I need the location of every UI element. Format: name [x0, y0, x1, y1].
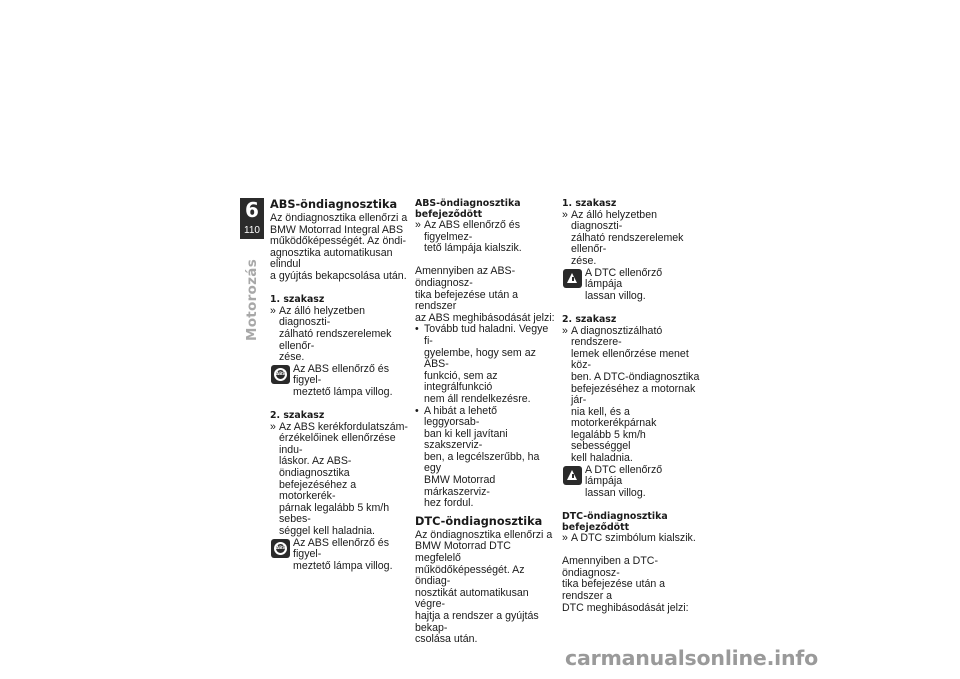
abs-step1-note: ABS Az ABS ellenőrző és figyel- meztető lámpa villog.	[270, 364, 410, 399]
dtc-done-heading: DTC-öndiagnosztika befejeződött	[562, 511, 668, 534]
dtc-self-diagnosis-title: DTC-öndiagnosztika	[415, 514, 543, 528]
dtc-done-action: » A DTC szimbólum kialszik.	[562, 532, 696, 545]
action-marker: »	[562, 324, 568, 337]
bullet-marker: •	[415, 323, 419, 336]
abs-warning-icon	[271, 539, 290, 558]
page-number: 110	[244, 225, 260, 236]
dtc-intro: Az öndiagnosztika ellenőrzi a BMW Motorrad DTC megfelelő működőképességét. Az öndiag- nosztikát automatikusan végre- hajtja a rendszer a gyújtás bekap- csolása után.	[415, 528, 553, 646]
action-marker: »	[270, 304, 276, 317]
abs-fault-bullet-1: • Tovább tud haladni. Vegye fi- gyelembe, hogy sem az ABS- funkció, sem az integrálfunkció nem áll rendelkezésre.	[415, 323, 549, 405]
watermark: carmanualsonline.info	[565, 646, 818, 670]
dtc-warning-icon	[563, 466, 582, 485]
abs-done-heading: ABS-öndiagnosztika befejeződött	[415, 198, 521, 220]
dtc-fault-intro: Amennyiben a DTC-öndiagnosz- tika befejezése után a rendszer a DTC meghibásodását jelzi:	[562, 555, 689, 614]
abs-intro: Az öndiagnosztika ellenőrzi a BMW Motorrad Integral ABS működőképességét. Az öndi- agnosztika automatikusan elindul a gyújtás bekapcsolása után.	[270, 212, 408, 282]
section-label: Motorozás	[244, 258, 260, 342]
bullet-marker: •	[415, 404, 419, 417]
abs-done-action: » Az ABS ellenőrző és figyelmez- tető lámpája kialszik.	[415, 219, 522, 255]
dtc-step1-heading: 1. szakasz	[562, 198, 617, 209]
abs-step2-heading: 2. szakasz	[270, 410, 325, 422]
abs-step2-note: ABS Az ABS ellenőrző és figyel- meztető lámpa villog.	[270, 538, 410, 573]
abs-self-diagnosis-title: ABS-öndiagnosztika	[270, 198, 398, 211]
action-marker: »	[415, 219, 421, 231]
abs-warning-icon	[271, 365, 290, 384]
column-2	[415, 198, 555, 646]
action-marker: »	[562, 532, 568, 545]
dtc-step1-note: A DTC ellenőrző lámpája lassan villog.	[562, 268, 702, 303]
abs-fault-bullet-2: • A hibát a lehető leggyorsab- ban ki kell javítani szakszerviz- ben, a legcélszerűbb, ha egy BMW Motorrad márkaszerviz- hez fordul.	[415, 404, 540, 510]
abs-step1-action: » Az álló helyzetben diagnoszti- zálható rendszerelemek ellenőr- zése.	[270, 304, 392, 364]
dtc-step1-action: » Az álló helyzetben diagnoszti- zálható rendszerelemek ellenőr- zése.	[562, 208, 684, 267]
column-3	[562, 198, 702, 614]
dtc-warning-icon	[563, 269, 582, 288]
action-marker: »	[270, 420, 276, 433]
dtc-step2-heading: 2. szakasz	[562, 313, 617, 325]
action-marker: »	[562, 208, 568, 221]
chapter-number: 6	[245, 198, 259, 222]
dtc-step2-note: A DTC ellenőrző lámpája lassan villog.	[562, 465, 702, 500]
abs-step1-heading: 1. szakasz	[270, 294, 325, 306]
abs-step2-action: » Az ABS kerékfordulatszám- érzékelőinek ellenőrzése indu- láskor. Az ABS-öndiagnosztika befejezéséhez a motorkerék- párnak legalább 5 km/h sebes- séggel kell haladnia.	[270, 420, 408, 538]
abs-fault-intro: Amennyiben az ABS-öndiagnosz- tika befejezése után a rendszer az ABS meghibásodását jelzi:	[415, 265, 555, 324]
dtc-step2-action: » A diagnosztizálható rendszere- lemek ellenőrzése menet köz- ben. A DTC-öndiagnosztika befejezéséhez a motornak jár- nia kell, és a motorkerékpárnak legalább 5 km/h sebességgel kell haladnia.	[562, 324, 700, 465]
column-1	[270, 198, 410, 572]
